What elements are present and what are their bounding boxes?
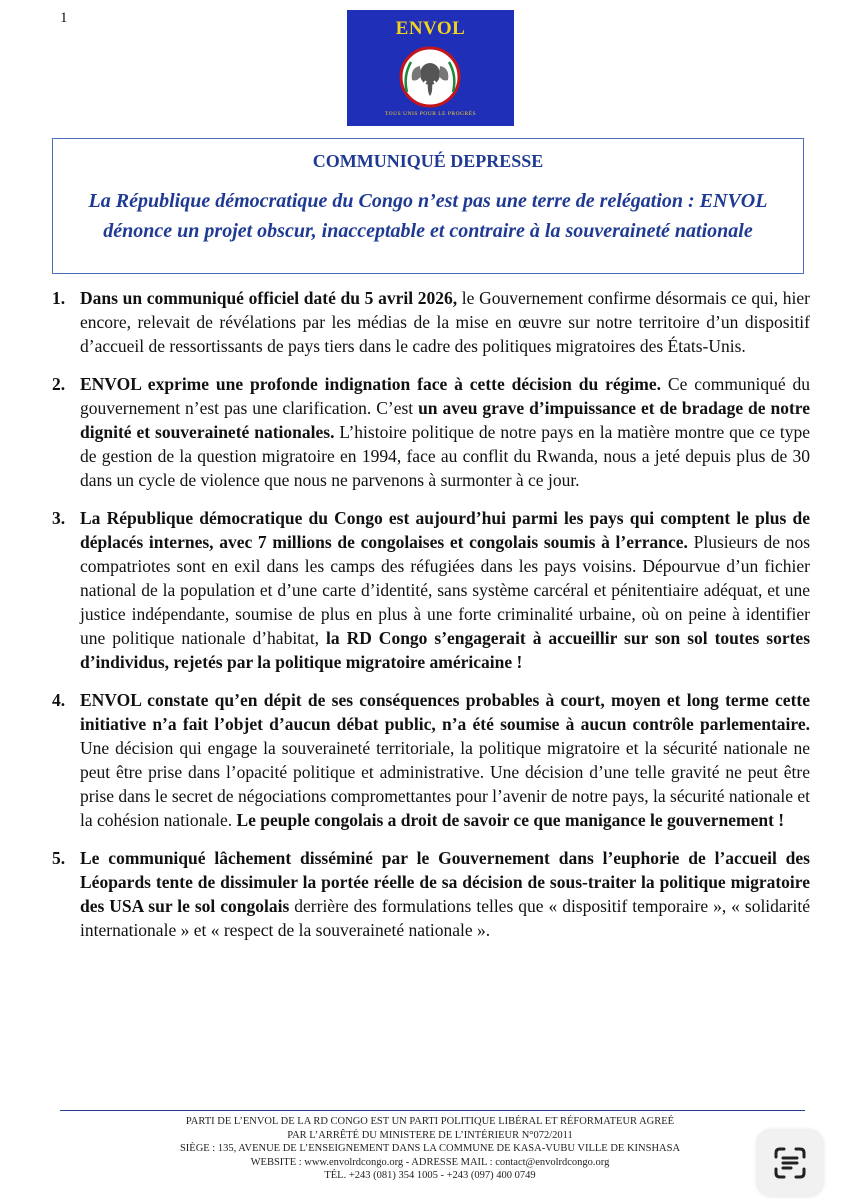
list-item [52,506,810,674]
item-text-regular: Ce communiqué du gouvernement n’est pas une clarification. C’est [80,374,811,418]
item-text-bold: la RD Congo s’engagerait à accueillir sur son sol toutes sortes d’individus, rejetés par la politique migratoire américaine ! [80,628,810,672]
page-number: 1 [60,10,68,26]
footer-line-4: WEBSITE : www.envolrdcongo.org - ADRESSE MAIL : contact@envolrdcongo.org [250,1156,610,1168]
footer-line-1: PARTI DE L’ENVOL DE LA RD CONGO EST UN PARTI POLITIQUE LIBÉRAL ET RÉFORMATEUR AGREÉ [185,1116,675,1127]
item-text-bold: ENVOL exprime une profonde indignation face à cette décision du régime. [80,374,662,394]
footer-line-3: SIÈGE : 135, AVENUE DE L’ENSEIGNEMENT DANS LA COMMUNE DE KASA-VUBU VILLE DE KINSHASA [179,1143,681,1154]
list-item [52,372,810,492]
subtitle-line-1: La République démocratique du Congo n’est pas une terre de relégation : ENVOL [88,190,768,212]
item-text-bold: ENVOL constate qu’en dépit de ses conséquences probables à court, moyen et long terme cette initiative n’a fait l’objet d’aucun débat public, n’a été soumise à aucun contrôle parlementaire. [80,690,810,734]
logo-slogan: TOUS UNIS POUR LE PROGRÈS [384,111,477,117]
numbered-list [52,286,810,956]
elephant-emblem-icon [397,46,463,108]
footer [90,1115,770,1183]
item-text-regular: Plusieurs de nos compatriotes sont en exil dans les camps des réfugiées dans les pays voisins. Dépourvue d’un fichier national de la population et d’une carte d’identité, sans système carcéral et pénitentiaire adéquat, et une justice indépendante, soumise de plus en plus à une forte criminalité urbaine, où on peine à identifier une politique nationale d’habitat, [80,532,811,648]
item-text [80,372,810,492]
item-text-bold: Le peuple congolais a droit de savoir ce que manigance le gouvernement ! [236,810,785,830]
item-text [80,506,810,674]
text-scan-button[interactable] [757,1130,823,1196]
item-text-bold: un aveu grave d’impuissance et de bradage de notre dignité et souveraineté nationales. [80,398,810,442]
subtitle-line-2: dénonce un projet obscur, inacceptable et contraire à la souveraineté nationale [103,220,753,242]
list-item [52,688,810,832]
list-item [52,286,810,358]
page-title: COMMUNIQUÉ DEPRESSE [312,151,544,171]
list-item [52,846,810,942]
item-text-regular: derrière des formulations telles que « dispositif temporaire », « solidarité internationale » et « respect de la souveraineté nationale ». [80,896,811,940]
item-text [80,688,810,832]
item-text-bold: La République démocratique du Congo est aujourd’hui parmi les pays qui comptent le plus de déplacés internes, avec 7 millions de congolaises et congolais soumis à l’errance. [80,508,810,552]
subtitle [69,186,787,246]
item-text [80,286,810,358]
item-number: 1. [52,288,66,308]
footer-line-5: TÉL. +243 (081) 354 1005 - +243 (097) 400 0749 [324,1170,536,1181]
footer-line-2: PAR L’ARRÊTÉ DU MINISTERE DE L’INTÉRIEUR N°072/2011 [287,1129,573,1141]
item-number: 5. [52,848,66,868]
title-box [52,138,804,274]
item-text-regular: L’histoire politique de notre pays en la matière montre que ce type de gestion de la question migratoire en 1994, face au conflit du Rwanda, nous a jeté depuis plus de 30 dans un cycle de violence que nous ne parvenons à surmonter à ce jour. [80,422,810,490]
text-scan-icon [774,1147,806,1179]
item-text-regular: le Gouvernement confirme désormais ce qui, hier encore, relevait de révélations par les médias de la mise en œuvre sur notre territoire d’un dispositif d’accueil de ressortissants de pays tiers dans le cadre des politiques migratoires des États-Unis. [80,288,810,356]
item-text [80,846,810,942]
item-text-bold: Le communiqué lâchement disséminé par le Gouvernement dans l’euphorie de l’accueil des Léopards tente de dissimuler la portée réelle de sa décision de sous-traiter la politique migratoire des USA sur le sol congolais [80,848,810,916]
item-text-bold: Dans un communiqué officiel daté du 5 avril 2026, [80,288,458,308]
item-number: 2. [52,374,66,394]
item-number: 3. [52,508,66,528]
footer-divider [60,1110,805,1111]
item-number: 4. [52,690,66,710]
envol-logo [347,10,514,126]
item-text-regular: Une décision qui engage la souveraineté territoriale, la politique migratoire et la sécurité nationale ne peut être prise dans l’opacité politique et administrative. Une décision d’une telle gravité ne peut être prise dans le secret de négociations compromettantes pour l’avenir de notre pays, la sécurité nationale et la cohésion nationale. [80,738,810,830]
logo-title: ENVOL [395,18,466,39]
